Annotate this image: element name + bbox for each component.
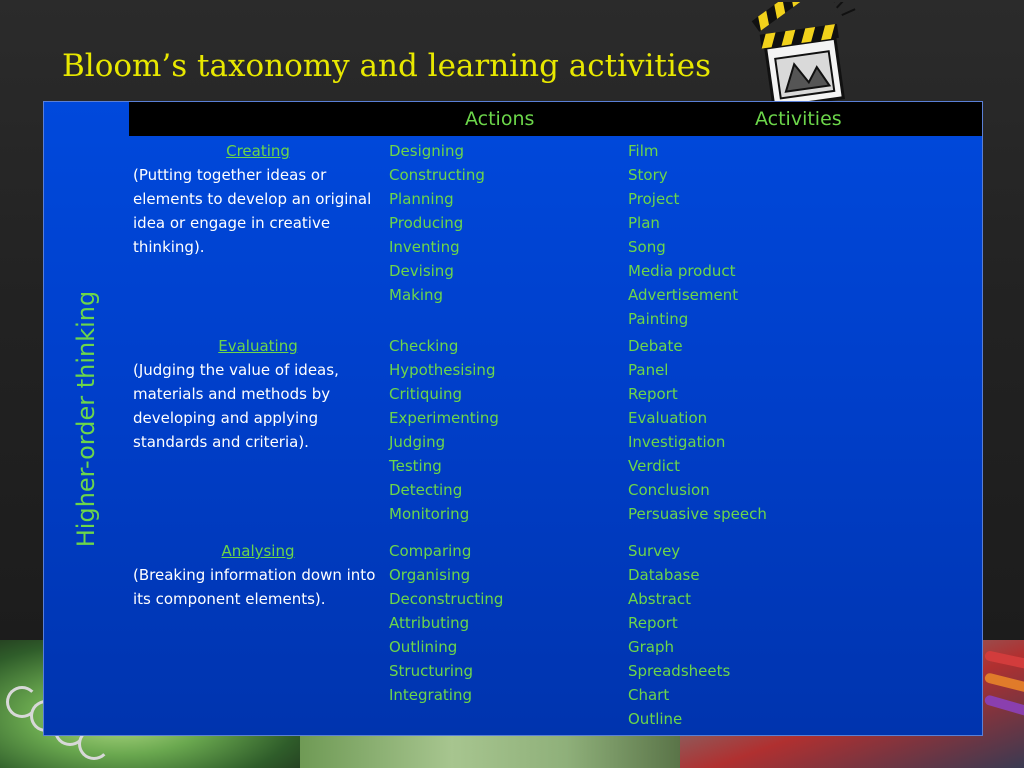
action-item: Making xyxy=(389,286,444,304)
taxonomy-table xyxy=(43,101,983,736)
activity-item: Chart xyxy=(628,686,670,704)
action-item: Designing xyxy=(389,142,464,160)
action-item: Monitoring xyxy=(389,505,470,523)
activities-list xyxy=(628,334,958,526)
activity-item: Advertisement xyxy=(628,286,739,304)
activity-item: Survey xyxy=(628,542,681,560)
slide-title: Bloom’s taxonomy and learning activities xyxy=(62,48,712,84)
activity-item: Evaluation xyxy=(628,409,708,427)
action-item: Devising xyxy=(389,262,454,280)
action-item: Organising xyxy=(389,566,471,584)
level-name: Creating xyxy=(226,142,290,160)
action-item: Deconstructing xyxy=(389,590,504,608)
action-item: Experimenting xyxy=(389,409,499,427)
actions-list xyxy=(389,139,619,307)
activity-item: Conclusion xyxy=(628,481,710,499)
table-header xyxy=(129,102,982,136)
activity-item: Investigation xyxy=(628,433,726,451)
activity-item: Verdict xyxy=(628,457,681,475)
activity-item: Debate xyxy=(628,337,683,355)
activity-item: Panel xyxy=(628,361,669,379)
actions-header: Actions xyxy=(465,108,535,130)
higher-order-thinking-label: Higher-order thinking xyxy=(72,290,100,548)
activity-item: Outline xyxy=(628,710,683,728)
action-item: Detecting xyxy=(389,481,463,499)
level-description-cell xyxy=(133,539,383,611)
activities-list xyxy=(628,539,958,731)
action-item: Comparing xyxy=(389,542,472,560)
activity-item: Persuasive speech xyxy=(628,505,767,523)
activity-item: Film xyxy=(628,142,659,160)
activity-item: Graph xyxy=(628,638,675,656)
side-label-container xyxy=(44,102,129,735)
level-description-cell xyxy=(133,334,383,454)
activity-item: Project xyxy=(628,190,680,208)
level-description: (Breaking information down into its component elements). xyxy=(133,566,376,608)
action-item: Hypothesising xyxy=(389,361,496,379)
action-item: Checking xyxy=(389,337,459,355)
activity-item: Report xyxy=(628,385,678,403)
action-item: Inventing xyxy=(389,238,460,256)
level-description: (Putting together ideas or elements to develop an original idea or engage in creative thinking). xyxy=(133,166,372,256)
activities-list xyxy=(628,139,958,331)
level-description-cell xyxy=(133,139,383,259)
level-description: (Judging the value of ideas, materials and methods by developing and applying standards and criteria). xyxy=(133,361,339,451)
actions-list xyxy=(389,539,619,707)
level-name: Analysing xyxy=(221,542,295,560)
activity-item: Story xyxy=(628,166,668,184)
action-item: Outlining xyxy=(389,638,458,656)
action-item: Planning xyxy=(389,190,454,208)
action-item: Testing xyxy=(389,457,442,475)
actions-list xyxy=(389,334,619,526)
activity-item: Database xyxy=(628,566,700,584)
action-item: Judging xyxy=(389,433,446,451)
clapperboard-icon xyxy=(750,2,870,112)
action-item: Attributing xyxy=(389,614,470,632)
activity-item: Plan xyxy=(628,214,660,232)
action-item: Constructing xyxy=(389,166,485,184)
action-item: Critiquing xyxy=(389,385,463,403)
activities-header: Activities xyxy=(755,108,842,130)
level-name: Evaluating xyxy=(218,337,298,355)
activity-item: Song xyxy=(628,238,666,256)
activity-item: Media product xyxy=(628,262,736,280)
activity-item: Spreadsheets xyxy=(628,662,731,680)
action-item: Producing xyxy=(389,214,464,232)
action-item: Integrating xyxy=(389,686,472,704)
action-item: Structuring xyxy=(389,662,474,680)
activity-item: Abstract xyxy=(628,590,691,608)
activity-item: Painting xyxy=(628,310,689,328)
activity-item: Report xyxy=(628,614,678,632)
